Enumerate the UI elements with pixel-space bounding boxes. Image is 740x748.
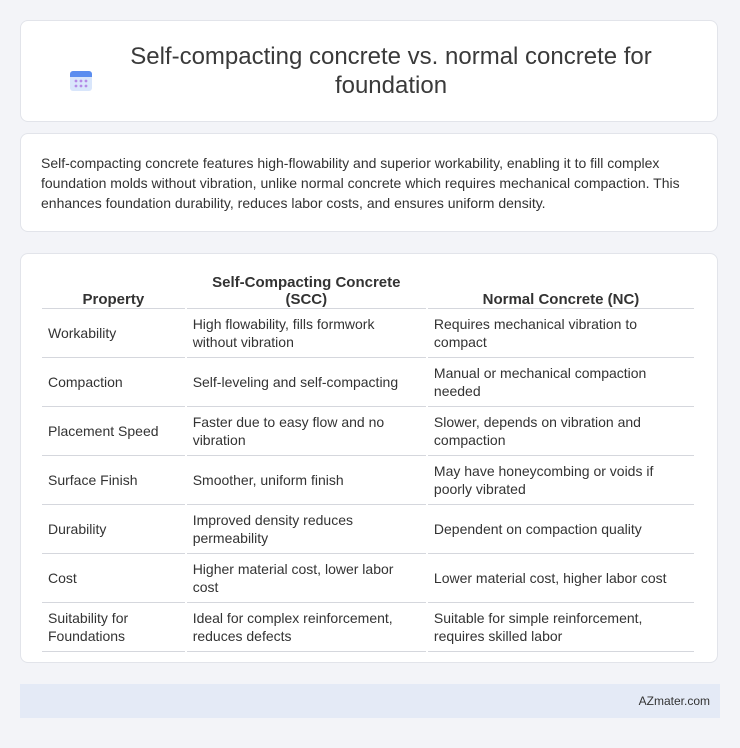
- comparison-table: [40, 274, 696, 652]
- table-cell-property: Cost: [42, 554, 185, 603]
- table-cell-scc: Ideal for complex reinforcement, reduces defects: [187, 603, 426, 652]
- table-row: [42, 358, 694, 407]
- table-row: [42, 505, 694, 554]
- table-cell-nc: Lower material cost, higher labor cost: [428, 554, 694, 603]
- table-cell-property: Placement Speed: [42, 407, 185, 456]
- table-cell-nc: Requires mechanical vibration to compact: [428, 309, 694, 358]
- table-row: [42, 456, 694, 505]
- calendar-icon: [69, 69, 93, 93]
- table-cell-property: Compaction: [42, 358, 185, 407]
- title-card: [20, 20, 718, 122]
- table-cell-scc: Self-leveling and self-compacting: [187, 358, 426, 407]
- table-cell-nc: Suitable for simple reinforcement, requires skilled labor: [428, 603, 694, 652]
- page-title: Self-compacting concrete vs. normal concrete for foundation: [130, 43, 652, 99]
- summary-text: Self-compacting concrete features high-flowability and superior workability, enabling it to fill complex foundation molds without vibration, unlike normal concrete which requires mechanical compaction. This enhances foundation durability, reduces labor costs, and ensures uniform density.: [41, 155, 680, 211]
- table-row: [42, 309, 694, 358]
- table-row: [42, 407, 694, 456]
- table-cell-nc: Dependent on compaction quality: [428, 505, 694, 554]
- table-cell-scc: Smoother, uniform finish: [187, 456, 426, 505]
- table-cell-nc: Manual or mechanical compaction needed: [428, 358, 694, 407]
- table-cell-property: Surface Finish: [42, 456, 185, 505]
- table-header-row: [42, 274, 694, 309]
- summary-card: [20, 133, 718, 232]
- table-cell-nc: Slower, depends on vibration and compaction: [428, 407, 694, 456]
- table-cell-scc: High flowability, fills formwork without vibration: [187, 309, 426, 358]
- footer-bar: [20, 684, 720, 718]
- header-scc: Self-Compacting Concrete (SCC): [187, 274, 426, 309]
- header-nc: Normal Concrete (NC): [428, 274, 694, 309]
- header-property: Property: [42, 274, 185, 309]
- table-cell-property: Suitability for Foundations: [42, 603, 185, 652]
- table-cell-nc: May have honeycombing or voids if poorly vibrated: [428, 456, 694, 505]
- comparison-table-card: [20, 253, 718, 663]
- table-cell-property: Workability: [42, 309, 185, 358]
- table-cell-property: Durability: [42, 505, 185, 554]
- table-cell-scc: Improved density reduces permeability: [187, 505, 426, 554]
- table-row: [42, 603, 694, 652]
- table-cell-scc: Faster due to easy flow and no vibration: [187, 407, 426, 456]
- table-cell-scc: Higher material cost, lower labor cost: [187, 554, 426, 603]
- table-row: [42, 554, 694, 603]
- footer-brand: AZmater.com: [638, 694, 710, 708]
- title-wrap: [69, 42, 669, 100]
